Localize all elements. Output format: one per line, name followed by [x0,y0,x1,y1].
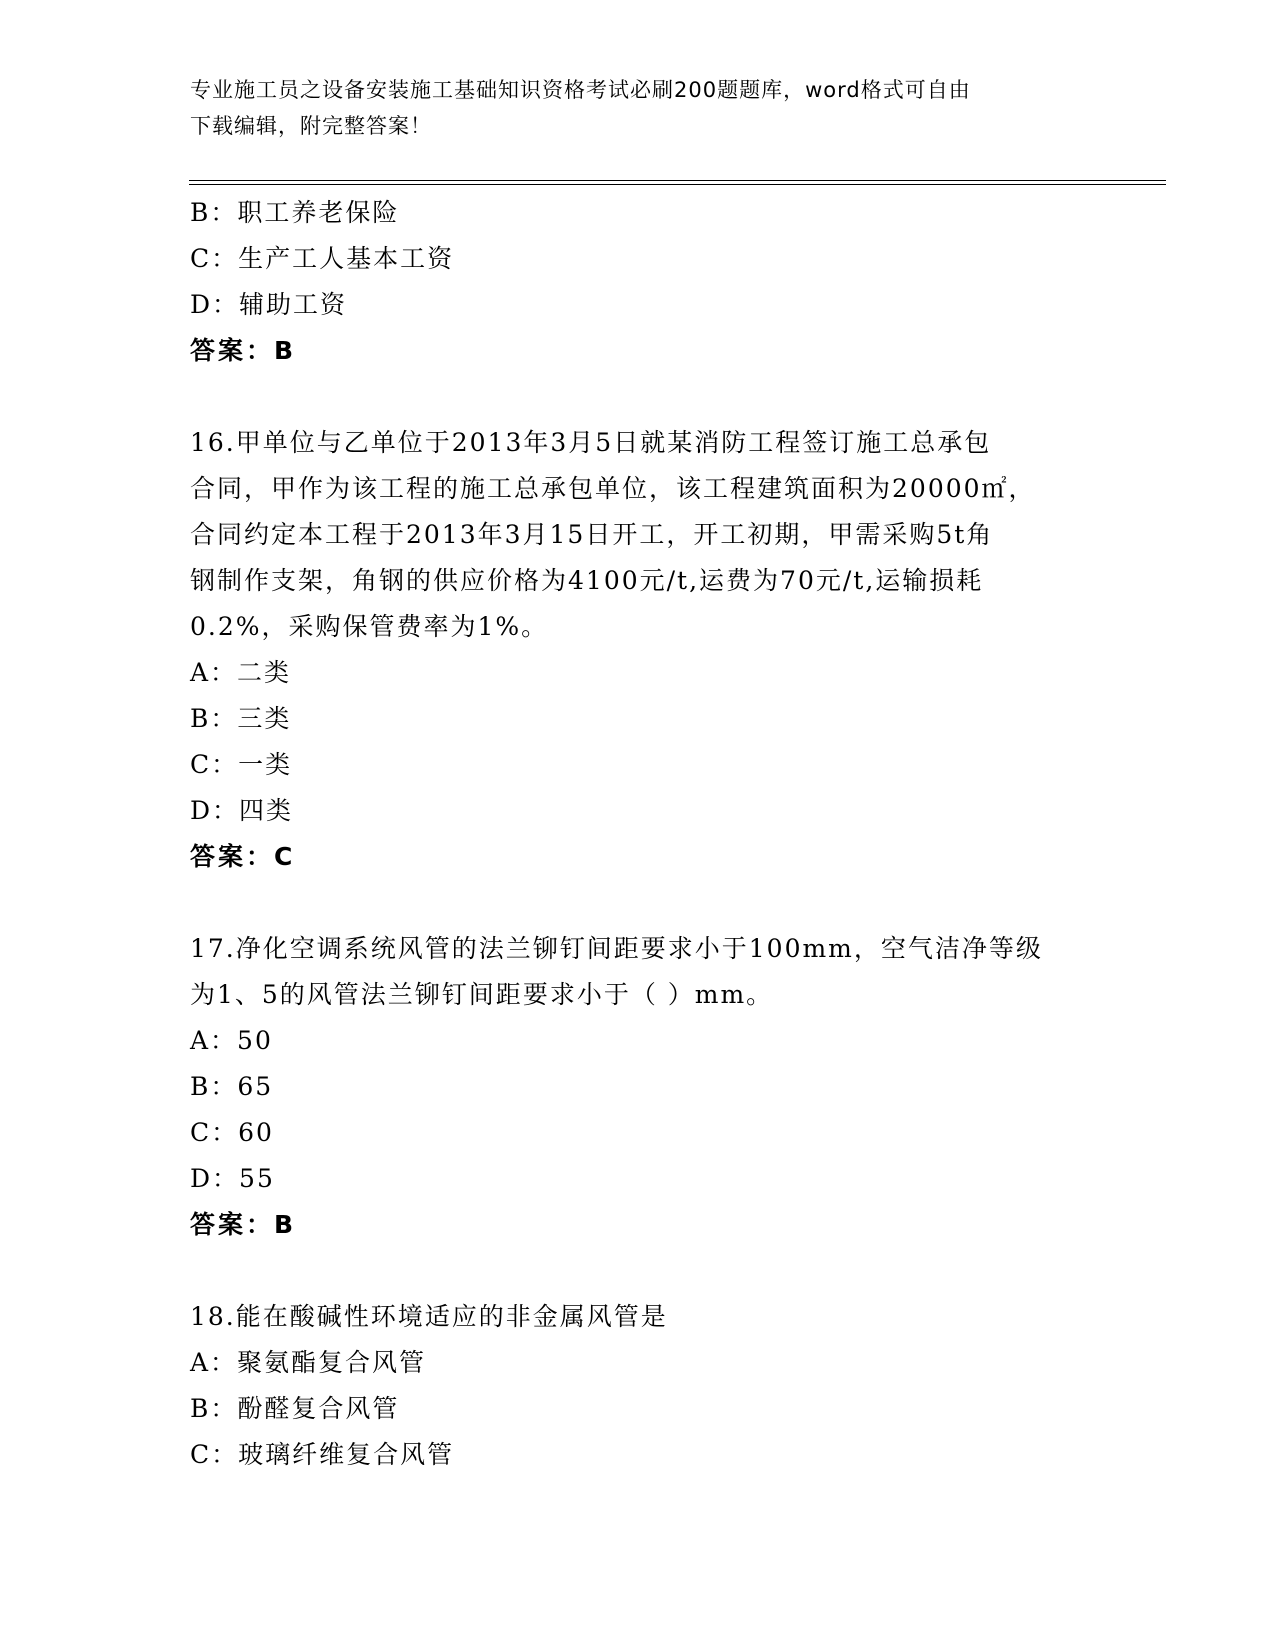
option-c: C：玻璃纤维复合风管 [190,1440,455,1469]
option-a: A：二类 [190,658,292,687]
page-header [190,72,1090,144]
question-stem-line: 为1、5的风管法兰铆钉间距要求小于（ ）mm。 [190,980,774,1009]
spacer [190,1248,1090,1294]
answer-line: 答案：B [190,336,297,365]
option-b: B：65 [190,1072,274,1101]
question-18 [190,1294,1090,1478]
answer-line: 答案：B [190,1210,297,1239]
option-c: C：60 [190,1118,274,1147]
question-stem-line: 钢制作支架，角钢的供应价格为4100元/t,运费为70元/t,运输损耗 [190,566,984,595]
option-b: B：职工养老保险 [190,198,400,227]
option-d: D：55 [190,1164,275,1193]
option-a: A：50 [190,1026,273,1055]
answer-line: 答案：C [190,842,296,871]
document-body [190,190,1090,1478]
question-stem-line: 合同，甲作为该工程的施工总承包单位，该工程建筑面积为20000㎡， [190,474,1036,503]
spacer [190,880,1090,926]
option-c: C：生产工人基本工资 [190,244,455,273]
option-d: D：辅助工资 [190,290,348,319]
option-b: B：酚醛复合风管 [190,1394,400,1423]
question-stem-line: 0.2%，采购保管费率为1%。 [190,612,549,641]
question-15-continued [190,190,1090,374]
header-divider [189,180,1166,185]
option-b: B：三类 [190,704,292,733]
option-c: C：一类 [190,750,293,779]
spacer [190,374,1090,420]
question-stem-line: 合同约定本工程于2013年3月15日开工，开工初期，甲需采购5t角 [190,520,994,549]
question-17 [190,926,1090,1248]
header-line-2: 下载编辑，附完整答案！ [190,114,432,138]
header-line-1: 专业施工员之设备安装施工基础知识资格考试必刷200题题库，word格式可自由 [190,78,971,102]
question-stem-line: 16.甲单位与乙单位于2013年3月5日就某消防工程签订施工总承包 [190,428,992,457]
option-a: A：聚氨酯复合风管 [190,1348,427,1377]
question-stem-line: 17.净化空调系统风管的法兰铆钉间距要求小于100mm，空气洁净等级 [190,934,1043,963]
question-stem-line: 18.能在酸碱性环境适应的非金属风管是 [190,1302,668,1331]
option-d: D：四类 [190,796,294,825]
question-16 [190,420,1090,880]
